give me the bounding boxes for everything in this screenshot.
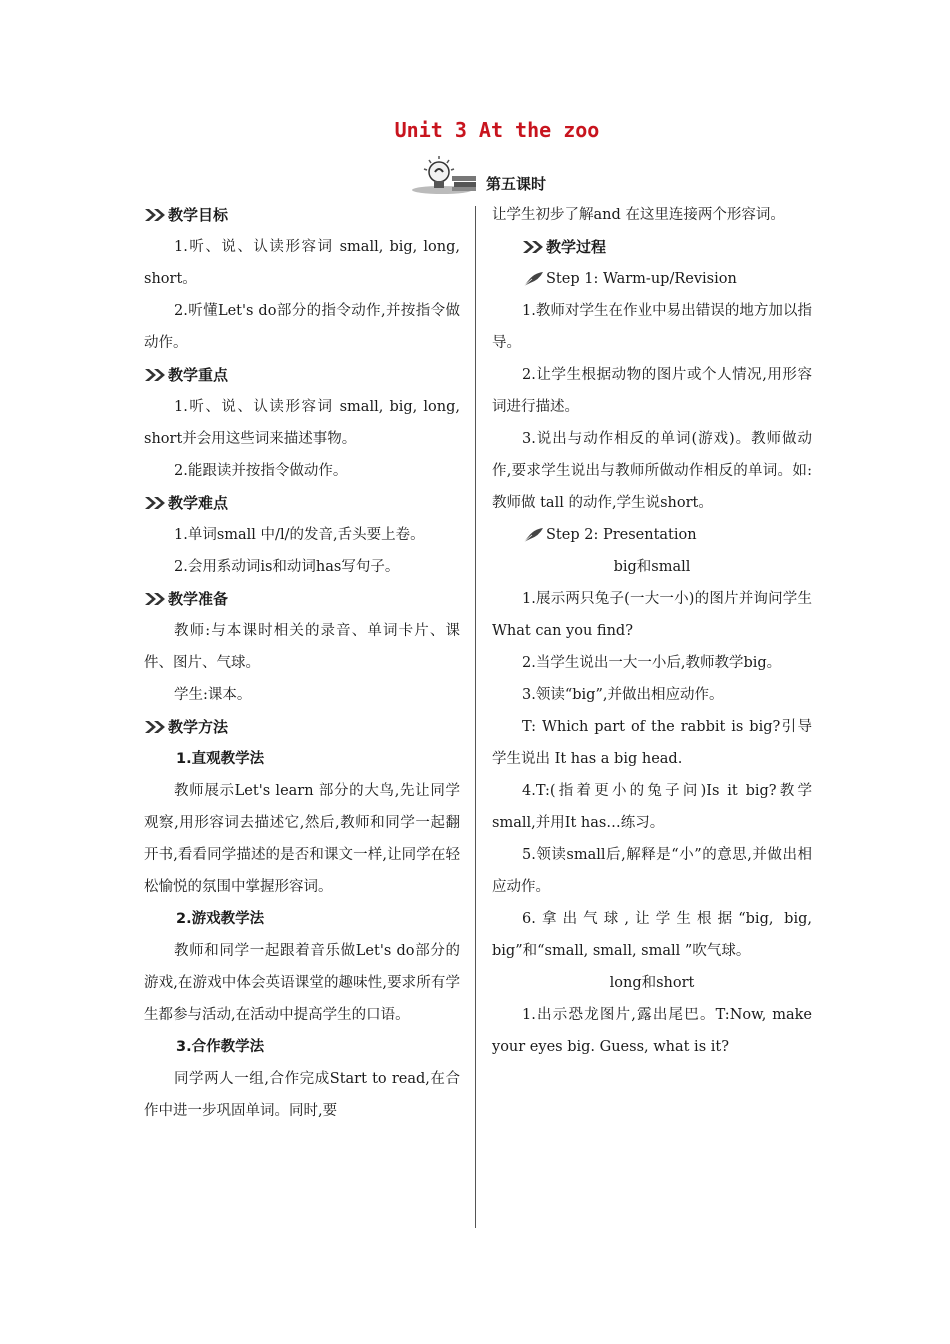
- paragraph: 6.拿出气球,让学生根据“big, big, big”和“small, small, small ”吹气球。: [492, 911, 812, 959]
- section-heading-preparation: 教学准备: [144, 583, 460, 615]
- paragraph: 3.说出与动作相反的单词(游戏)。教师做动作,要求学生说出与教师所做动作相反的单词。如:教师做 tall 的动作,学生说short。: [492, 431, 812, 511]
- paragraph: 5.领读small后,解释是“小”的意思,并做出相应动作。: [492, 847, 812, 895]
- section-heading-difficulties: 教学难点: [144, 487, 460, 519]
- paragraph: 1.出示恐龙图片,露出尾巴。T:Now, make your eyes big. Guess, what is it?: [492, 1007, 812, 1055]
- paragraph: 4.T:(指着更小的兔子问)Is it big?教学small,并用It has…练习。: [492, 783, 812, 831]
- page-title: Unit 3 At the zoo: [394, 118, 600, 142]
- section-heading-objectives: 教学目标: [144, 199, 460, 231]
- paragraph: 教师:与本课时相关的录音、单词卡片、课件、图片、气球。: [144, 623, 460, 671]
- paragraph: 教师展示Let's learn 部分的大鸟,先让同学观察,用形容词去描述它,然后,教师和同学一起翻开书,看看同学描述的是否和课文一样,让同学在轻松愉悦的氛围中掌握形容词。: [144, 783, 460, 895]
- right-column: [492, 199, 812, 1063]
- lesson-label: 第五课时: [486, 175, 547, 193]
- paragraph: 2.会用系动词is和动词has写句子。: [174, 559, 400, 575]
- method-title: 2.游戏教学法: [176, 911, 265, 927]
- paragraph: 2.让学生根据动物的图片或个人情况,用形容词进行描述。: [492, 367, 812, 415]
- step-heading: Step 1: Warm-up/Revision: [492, 263, 812, 295]
- double-chevron-icon: [522, 240, 544, 254]
- paragraph: 2.能跟读并按指令做动作。: [174, 463, 348, 479]
- double-chevron-icon: [144, 496, 166, 510]
- paragraph: 让学生初步了解and 在这里连接两个形容词。: [492, 207, 785, 223]
- paragraph: T: Which part of the rabbit is big?引导学生说出 It has a big head.: [492, 719, 812, 767]
- lesson-header: [412, 154, 546, 194]
- method-title: 3.合作教学法: [176, 1039, 265, 1055]
- double-chevron-icon: [144, 720, 166, 734]
- paragraph: 1.教师对学生在作业中易出错误的地方加以指导。: [492, 303, 812, 351]
- lightbulb-books-icon: [412, 154, 478, 194]
- paragraph: 学生:课本。: [174, 687, 252, 703]
- paragraph: 1.听、说、认读形容词 small, big, long, short并会用这些词来描述事物。: [144, 399, 460, 447]
- subheading: long和short: [609, 975, 695, 991]
- method-title: 1.直观教学法: [176, 751, 265, 767]
- paragraph: 1.展示两只兔子(一大一小)的图片并询问学生 What can you find?: [492, 591, 812, 639]
- quill-pen-icon: [522, 271, 544, 287]
- section-heading-process: 教学过程: [492, 231, 812, 263]
- paragraph: 教师和同学一起跟着音乐做Let's do部分的游戏,在游戏中体会英语课堂的趣味性,要求所有学生都参与活动,在活动中提高学生的口语。: [144, 943, 460, 1023]
- double-chevron-icon: [144, 592, 166, 606]
- quill-pen-icon: [522, 527, 544, 543]
- paragraph: 1.单词small 中/l/的发音,舌头要上卷。: [174, 527, 425, 543]
- paragraph: 2.听懂Let's do部分的指令动作,并按指令做动作。: [144, 303, 460, 351]
- paragraph: 2.当学生说出一大一小后,教师教学big。: [522, 655, 782, 671]
- double-chevron-icon: [144, 208, 166, 222]
- left-column: [144, 199, 460, 1127]
- column-divider: [475, 206, 476, 1228]
- subheading: big和small: [613, 559, 691, 575]
- section-heading-key-points: 教学重点: [144, 359, 460, 391]
- paragraph: 3.领读“big”,并做出相应动作。: [522, 687, 724, 703]
- double-chevron-icon: [144, 368, 166, 382]
- section-heading-methods: 教学方法: [144, 711, 460, 743]
- paragraph: 1.听、说、认读形容词 small, big, long, short。: [144, 239, 460, 287]
- step-heading: Step 2: Presentation: [492, 519, 812, 551]
- paragraph: 同学两人一组,合作完成Start to read,在合作中进一步巩固单词。同时,要: [144, 1071, 460, 1119]
